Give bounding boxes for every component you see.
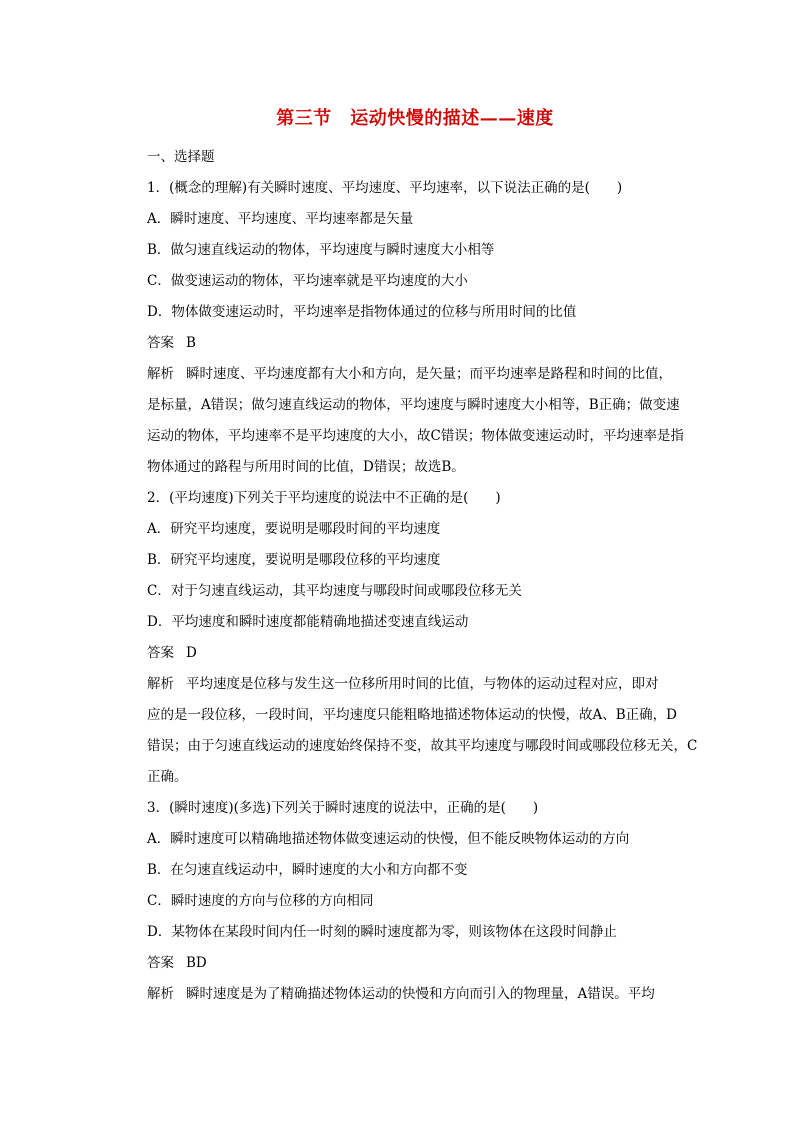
analysis-label: 解析 — [147, 676, 174, 692]
analysis-text: 瞬时速度是为了精确描述物体运动的快慢和方向而引入的物理量，A错误。平均 — [186, 986, 655, 1002]
q3-answer — [147, 953, 207, 973]
q3-stem: 3．(瞬时速度)(多选)下列关于瞬时速度的说法中，正确的是( ) — [147, 800, 539, 816]
q3-analysis-line — [147, 984, 655, 1004]
answer-value: D — [186, 645, 197, 661]
answer-value: BD — [186, 955, 207, 971]
q2-analysis-line: 应的是一段位移，一段时间，平均速度只能粗略地描述物体运动的快慢，故A、B正确，D — [147, 707, 677, 723]
q1-analysis-line: 物体通过的路程与所用时间的比值，D错误；故选B。 — [147, 459, 465, 475]
q2-analysis-line: 正确。 — [147, 769, 188, 785]
q2-analysis-line: 错误；由于匀速直线运动的速度始终保持不变，故其平均速度与哪段时间或哪段位移无关，C — [147, 738, 698, 754]
section-heading: 一、选择题 — [147, 149, 215, 165]
q2-option-b: B．研究平均速度，要说明是哪段位移的平均速度 — [147, 552, 441, 568]
q1-analysis-line: 运动的物体，平均速率不是平均速度的大小，故C错误；物体做变速运动时，平均速率是指 — [147, 428, 684, 444]
analysis-label: 解析 — [147, 366, 174, 382]
q3-option-c: C．瞬时速度的方向与位移的方向相同 — [147, 893, 374, 909]
q2-stem: 2．(平均速度)下列关于平均速度的说法中不正确的是( ) — [147, 490, 501, 506]
q1-analysis-line — [147, 364, 672, 384]
answer-label: 答案 — [147, 335, 174, 351]
q1-stem: 1．(概念的理解)有关瞬时速度、平均速度、平均速率，以下说法正确的是( ) — [147, 180, 623, 196]
q3-option-a: A．瞬时速度可以精确地描述物体做变速运动的快慢，但不能反映物体运动的方向 — [147, 831, 630, 847]
q1-option-a: A．瞬时速度、平均速度、平均速率都是矢量 — [147, 211, 414, 227]
q2-option-d: D．平均速度和瞬时速度都能精确地描述变速直线运动 — [147, 614, 469, 630]
q2-option-a: A．研究平均速度，要说明是哪段时间的平均速度 — [147, 521, 441, 537]
answer-label: 答案 — [147, 645, 174, 661]
q1-option-b: B．做匀速直线运动的物体，平均速度与瞬时速度大小相等 — [147, 242, 495, 258]
q2-option-c: C．对于匀速直线运动，其平均速度与哪段时间或哪段位移无关 — [147, 583, 522, 599]
q1-option-d: D．物体做变速运动时，平均速率是指物体通过的位移与所用时间的比值 — [147, 304, 577, 320]
q2-analysis-line — [147, 674, 659, 694]
page-title: 第三节 运动快慢的描述——速度 — [276, 108, 554, 129]
q1-option-c: C．做变速运动的物体，平均速率就是平均速度的大小 — [147, 273, 468, 289]
q2-answer — [147, 643, 197, 663]
q1-answer — [147, 333, 196, 353]
analysis-text: 平均速度是位移与发生这一位移所用时间的比值，与物体的运动过程对应，即对 — [186, 676, 659, 692]
q3-option-d: D．某物体在某段时间内任一时刻的瞬时速度都为零，则该物体在这段时间静止 — [147, 924, 617, 940]
answer-label: 答案 — [147, 955, 174, 971]
q3-option-b: B．在匀速直线运动中，瞬时速度的大小和方向都不变 — [147, 862, 468, 878]
analysis-text: 瞬时速度、平均速度都有大小和方向，是矢量；而平均速率是路程和时间的比值， — [186, 366, 672, 382]
q1-analysis-line: 是标量，A错误；做匀速直线运动的物体，平均速度与瞬时速度大小相等，B正确；做变速 — [147, 397, 680, 413]
analysis-label: 解析 — [147, 986, 174, 1002]
answer-value: B — [186, 335, 196, 351]
